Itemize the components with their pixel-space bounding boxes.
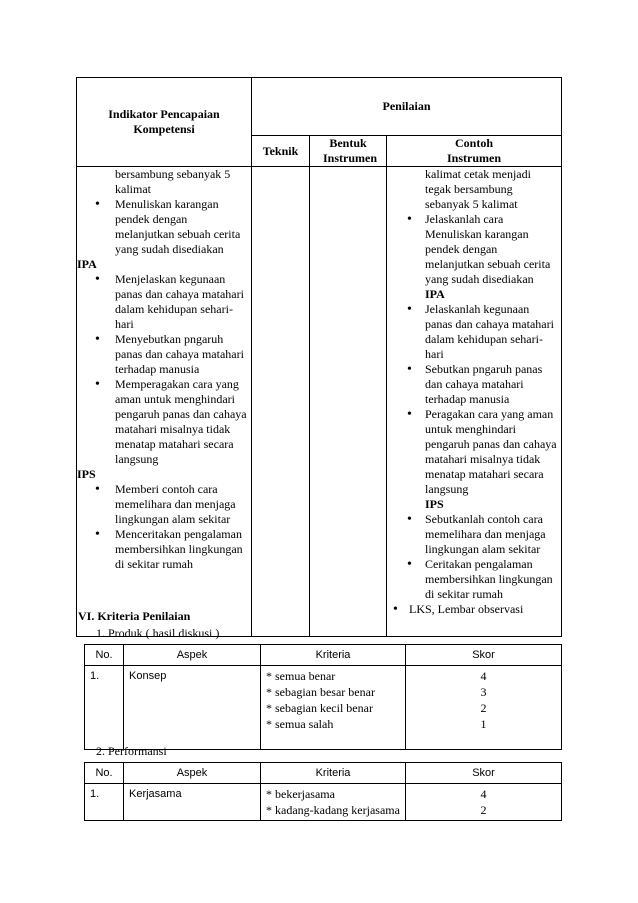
skor-value: 1 [480,717,487,731]
perf-header-kriteria: Kriteria [261,763,406,784]
kriteria-line: * sebagian kecil benar [266,701,373,715]
indikator-cell [77,167,252,637]
left-ipa-item: • Memperagakan cara yang aman untuk menghindari pengaruh panas dan cahaya matahari misalnya tidak menatap matahari secara langsung [77,377,251,467]
kriteria-line: * sebagian besar benar [266,685,375,699]
right-bi-item: • Jelaskanlah cara Menuliskan karangan pendek dengan melanjutkan sebuah cerita yang sudah disediakan [387,212,561,287]
header-indikator [77,78,252,167]
skor-value: 4 [480,787,487,801]
right-ipa-label: IPA [425,287,445,301]
bentuk-cell [310,167,387,637]
kriteria-line: * kadang-kadang kerjasama [266,803,400,817]
performansi-table [84,762,562,821]
kriteria-line: * semua benar [266,669,336,683]
right-ipa-item: • Sebutkan pngaruh panas dan cahaya matahari terhadap manusia [387,362,561,407]
left-ips-item: • Menceritakan pengalaman membersihkan lingkungan di sekitar rumah [77,527,251,572]
header-penilaian: Penilaian [252,78,562,136]
section-title [78,609,190,624]
perf-skor [406,784,562,821]
perf-kriteria [261,784,406,821]
perf-header-aspek: Aspek [124,763,261,784]
right-ips-item: • Sebutkanlah contoh cara memelihara dan menjaga lingkungan alam sekitar [387,512,561,557]
right-ipa-item: • Peragakan cara yang aman untuk menghindari pengaruh panas dan cahaya matahari misalnya tidak menatap matahari secara langsung [387,407,561,497]
assessment-table [76,77,562,637]
produk-header-skor: Skor [406,645,562,666]
produk-skor [406,666,562,750]
right-list [387,167,561,617]
left-ips-item: • Memberi contoh cara memelihara dan menjaga lingkungan alam sekitar [77,482,251,527]
produk-kriteria [261,666,406,750]
left-ipa-item: • Menjelaskan kegunaan panas dan cahaya matahari dalam kehidupan sehari-hari [77,272,251,332]
produk-header-aspek: Aspek [124,645,261,666]
produk-header-no: No. [85,645,124,666]
produk-table [84,644,562,750]
teknik-cell [252,167,310,637]
left-bi-item: • Menuliskan karangan pendek dengan melanjutkan sebuah cerita yang sudah disediakan [77,197,251,257]
right-last-item: • LKS, Lembar observasi [387,602,561,617]
sub-performansi-title: 2. Performansi [96,744,167,758]
left-ipa-item: • Menyebutkan pngaruh panas dan cahaya matahari terhadap manusia [77,332,251,377]
left-list [77,167,251,572]
header-contoh [387,136,562,167]
perf-no: 1. [85,784,124,821]
perf-aspek: Kerjasama [124,784,261,821]
header-teknik: Teknik [252,136,310,167]
left-ipa-label: IPA [77,257,97,271]
skor-value: 4 [480,669,487,683]
section-title-text: VI. Kriteria Penilaian [78,609,191,623]
right-ips-label: IPS [425,497,444,511]
skor-value: 2 [480,803,487,817]
header-contoh-label: Contoh Instrumen [446,136,501,165]
right-ips-item: • Ceritakan pengalaman membersihkan lingkungan di sekitar rumah [387,557,561,602]
right-cont-text: kalimat cetak menjadi tegak bersambung sebanyak 5 kalimat [425,167,531,211]
skor-value: 2 [480,701,487,715]
kriteria-line: * semua salah [266,717,334,731]
produk-aspek: Konsep [124,666,261,750]
sub-produk-title: 1. Produk ( hasil diskusi ) [96,626,220,640]
right-ipa-item: • Jelaskanlah kegunaan panas dan cahaya matahari dalam kehidupan sehari-hari [387,302,561,362]
perf-header-no: No. [85,763,124,784]
contoh-cell [387,167,562,637]
left-ips-label: IPS [77,467,96,481]
left-cont-text: bersambung sebanyak 5 kalimat [115,167,231,196]
header-bentuk-label: Bentuk Instrumen [323,136,378,165]
produk-header-kriteria: Kriteria [261,645,406,666]
kriteria-line: * bekerjasama [266,787,335,801]
header-indikator-label: Indikator Pencapaian Kompetensi [108,107,220,136]
perf-header-skor: Skor [406,763,562,784]
produk-no: 1. [85,666,124,750]
skor-value: 3 [480,685,487,699]
header-bentuk [310,136,387,167]
